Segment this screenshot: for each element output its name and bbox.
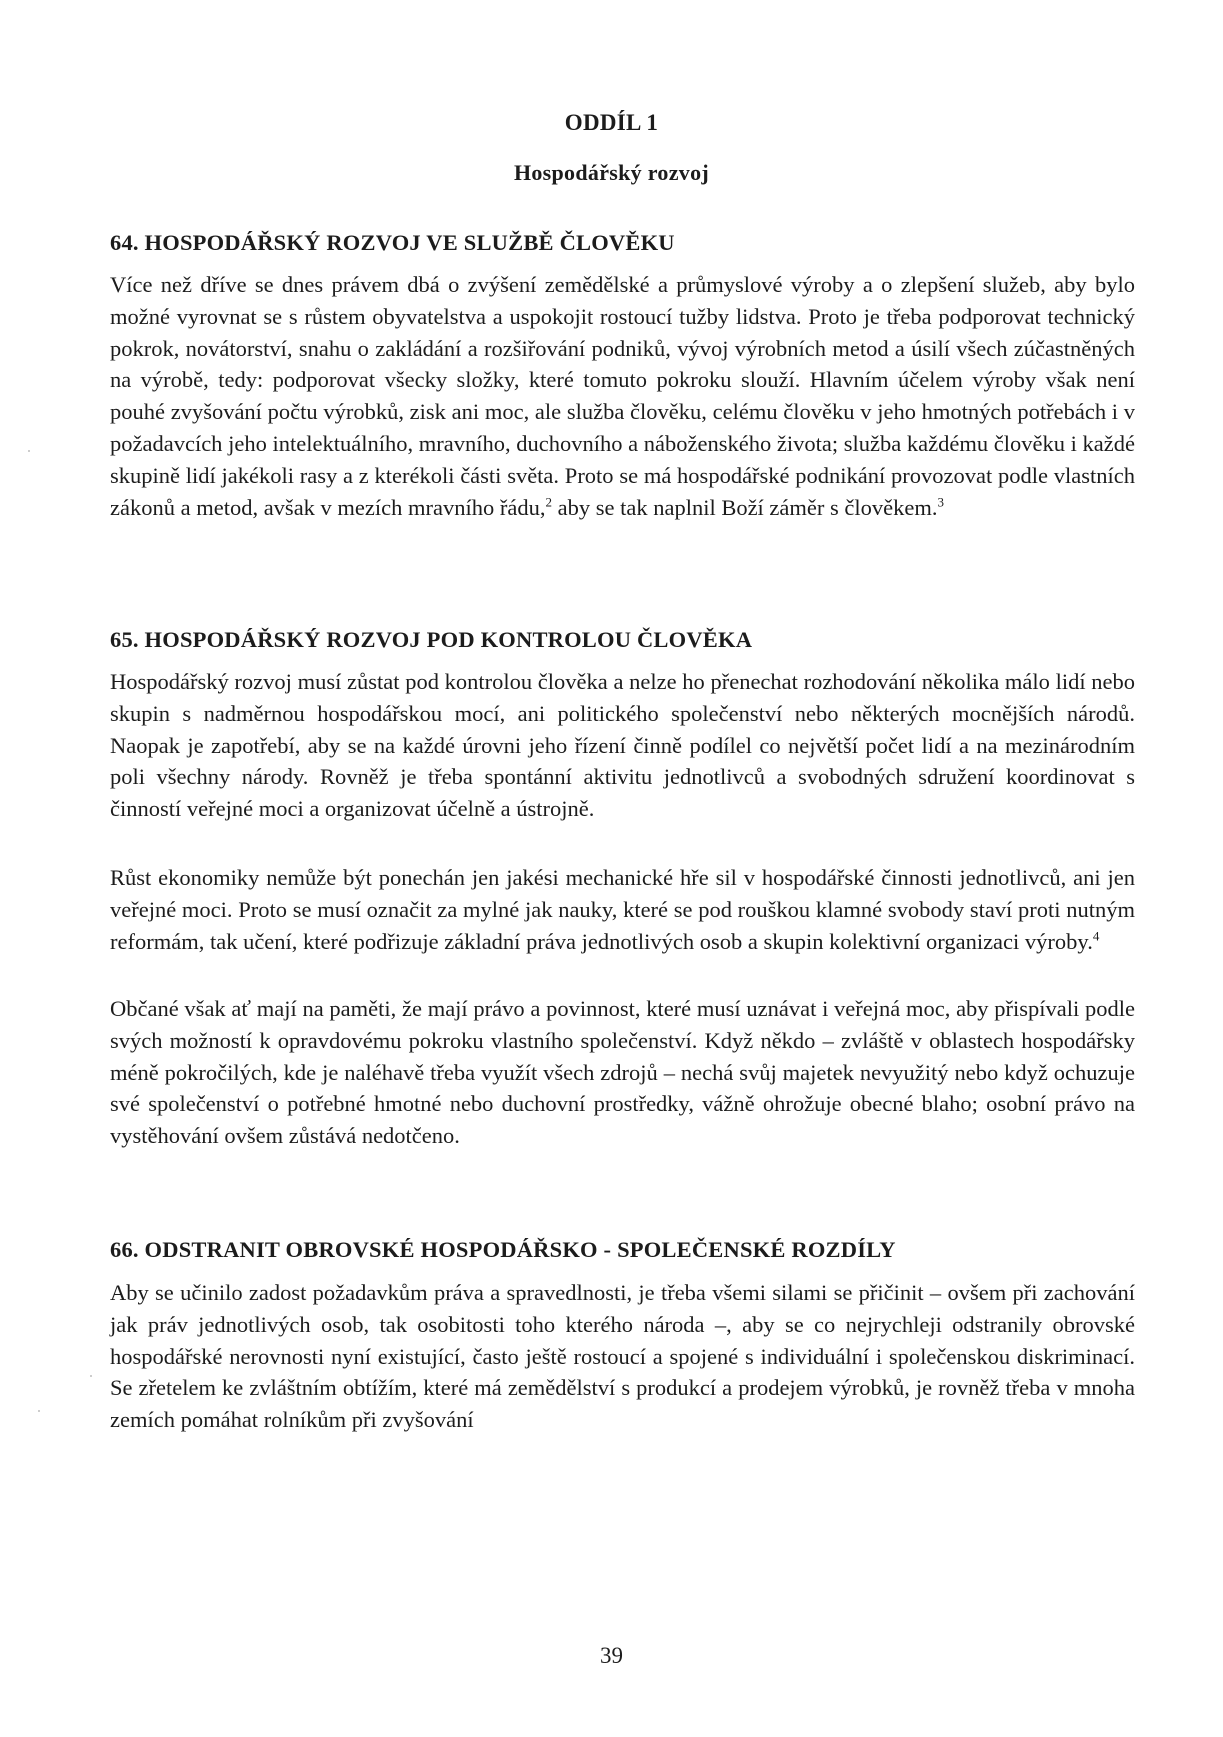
paragraph-text: Hospodářský rozvoj musí zůstat pod kontrolou člověka a nelze ho přenechat rozhodování několika málo lidí nebo skupin s nadměrnou hospodářskou mocí, ani politického společenství nebo některých mocnějších národů. Naopak je zapotřebí, aby se na každé úrovni jeho řízení činně podílel co největší počet lidí a na mezinárodním poli všechny národy. Rovněž je třeba spontánní aktivitu jednotlivců a svobodných sdružení koordinovat s činností veřejné moci a organizovat účelně a ústrojně. — [110, 669, 1135, 822]
footnote-marker: 3 — [937, 494, 944, 510]
scan-speck — [90, 1375, 92, 1377]
article-65-paragraph-2 — [110, 862, 1135, 957]
paragraph-text: Aby se učinilo zadost požadavkům práva a spravedlnosti, je třeba všemi silami se přičinit – ovšem při zachování jak práv jednotlivých osob, tak osobitosti toho kterého národa –, aby se co nejrychleji odstranily obrovské hospodářské nerovnosti nyní existující, často ještě rostoucí a spojené s individuální i společenskou diskriminací. Se zřetelem ke zvláštním obtížím, které má zemědělství s produkcí a prodejem výrobků, je rovněž třeba v mnoha zemích pomáhat rolníkům při zvyšování — [110, 1280, 1135, 1433]
article-64-title: 64. HOSPODÁŘSKÝ ROZVOJ VE SLUŽBĚ ČLOVĚKU — [110, 230, 675, 255]
article-66-paragraph-1 — [110, 1277, 1135, 1436]
paragraph-text: Více než dříve se dnes právem dbá o zvýšení zemědělské a průmyslové výroby a o zlepšení služeb, aby bylo možné vyrovnat se s růstem obyvatelstva a uspokojit rostoucí tužby lidstva. Proto je třeba podporovat technický pokrok, novátorství, snahu o zakládání a rozšiřování podniků, vývoj výrobních metod a úsilí všech zúčastněných na výrobě, tedy: podporovat všecky složky, které tomuto pokroku slouží. Hlavním účelem výroby však není pouhé zvyšování počtu výrobků, zisk ani moc, ale služba člověku, celému člověku v jeho hmotných potřebách i v požadavcích jeho intelektuálního, mravního, duchovního a náboženského života; služba každému člověku i každé skupině lidí jakékoli rasy a z kterékoli části světa. Proto se má hospodářské podnikání provozovat podle vlastních zákonů a metod, avšak v mezích mravního řádu, — [110, 272, 1135, 520]
article-65-title: 65. HOSPODÁŘSKÝ ROZVOJ POD KONTROLOU ČLOVĚKA — [110, 627, 753, 652]
scan-speck — [38, 1410, 40, 1412]
paragraph-text: aby se tak naplnil Boží záměr s člověkem. — [551, 494, 938, 520]
article-65-paragraph-1 — [110, 666, 1135, 825]
article-64-paragraph-1 — [110, 269, 1135, 523]
section-label: ODDÍL 1 — [564, 110, 659, 135]
article-66-title: 66. ODSTRANIT OBROVSKÉ HOSPODÁŘSKO - SPOLEČENSKÉ ROZDÍLY — [110, 1237, 896, 1262]
paragraph-text: Růst ekonomiky nemůže být ponechán jen jakési mechanické hře sil v hospodářské činnosti jednotlivců, ani jen veřejné moci. Proto se musí označit za mylné jak nauky, které se pod rouškou klamné svobody staví proti nutným reformám, tak učení, které podřizuje základní práva jednotlivých osob a skupin kolektivní organizaci výroby. — [110, 865, 1135, 954]
footnote-marker: 4 — [1092, 928, 1100, 944]
article-65-paragraph-3 — [110, 993, 1135, 1152]
footnote-marker: 2 — [545, 494, 552, 510]
page-number: 39 — [600, 1643, 623, 1668]
scan-speck — [28, 450, 30, 452]
section-subtitle: Hospodářský rozvoj — [513, 160, 710, 185]
paragraph-text: Občané však ať mají na paměti, že mají právo a povinnost, které musí uznávat i veřejná moc, aby přispívali podle svých možností k opravdovému pokroku vlastního společenství. Když někdo – zvláště v oblastech hospodářsky méně pokročilých, kde je naléhavě třeba využít všech zdrojů – nechá svůj majetek nevyužitý nebo když ochuzuje své společenství o potřebné hmotné nebo duchovní prostředky, vážně ohrožuje obecné blaho; osobní právo na vystěhování ovšem zůstává nedotčeno. — [110, 996, 1135, 1149]
